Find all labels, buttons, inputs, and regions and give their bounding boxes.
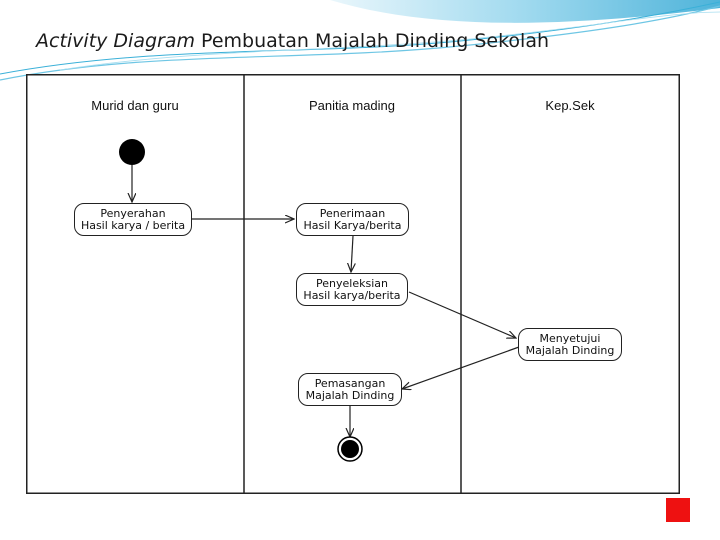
lane-label-panitia-mading: Panitia mading [309,98,395,113]
action-penyerahan [74,203,192,236]
action-penyerahan-line1: Penyerahan [100,206,166,220]
action-penyeleksian [296,273,408,306]
action-penerimaan-line1: Penerimaan [319,206,386,220]
initial-node [119,139,145,165]
slide-title-rest: Pembuatan Majalah Dinding Sekolah [195,30,550,52]
final-node-core [341,440,359,458]
action-penerimaan [296,203,409,236]
action-penyeleksian-line2: Hasil karya/berita [303,288,401,302]
action-menyetujui [518,328,622,361]
action-pemasangan-line2: Majalah Dinding [305,388,395,402]
action-penyerahan-line2: Hasil karya / berita [80,218,186,232]
corner-red-square [666,498,690,522]
slide-title [36,30,549,52]
slide-title-italic: Activity Diagram [36,30,196,52]
action-menyetujui-line1: Menyetujui [539,331,601,345]
action-penyeleksian-line1: Penyeleksian [316,276,388,290]
action-menyetujui-line2: Majalah Dinding [525,343,615,357]
action-pemasangan-line1: Pemasangan [314,376,386,390]
action-pemasangan [298,373,402,406]
lane-label-kepsek: Kep.Sek [545,98,595,113]
action-penerimaan-line2: Hasil Karya/berita [303,218,402,232]
lane-label-murid-dan-guru: Murid dan guru [91,98,179,113]
